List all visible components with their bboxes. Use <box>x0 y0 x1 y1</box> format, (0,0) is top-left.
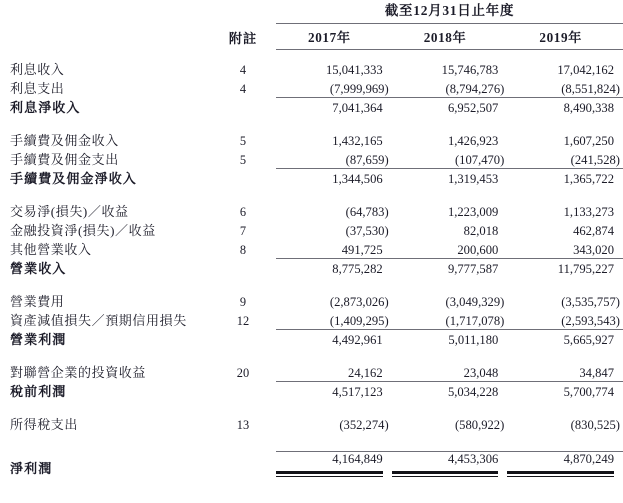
table-row <box>0 220 623 239</box>
row-value-other-operating-income-2017 <box>276 239 392 258</box>
value-text: (87,659) <box>345 152 389 167</box>
row-value-interest-expense-2018 <box>392 78 508 97</box>
value-text: 5,700,774 <box>563 385 614 399</box>
row-value-impairment-credit-losses-2019 <box>507 310 623 329</box>
value-text: 343,020 <box>573 242 614 257</box>
year-column-header-2017: 2017年 <box>276 24 392 50</box>
row-label-operating-expenses: 營業費用 <box>10 294 65 309</box>
value-text: 82,018 <box>463 224 499 238</box>
table-row <box>0 78 623 97</box>
row-value-operating-profit-2018 <box>392 329 508 348</box>
table-row <box>0 239 623 258</box>
value-text: (830,525) <box>570 418 620 432</box>
row-value-profit-before-tax-2019 <box>507 381 623 400</box>
row-label-profit-before-tax: 稅前利潤 <box>10 384 67 399</box>
value-text: (241,528) <box>570 152 620 167</box>
row-spacer <box>0 433 623 451</box>
row-note-other-operating-income: 8 <box>239 243 247 257</box>
value-text: 1,365,722 <box>563 172 614 186</box>
row-value-interest-income-2018 <box>392 59 508 78</box>
period-heading: 截至12月31日止年度 <box>384 3 515 18</box>
row-value-other-operating-income-2019 <box>507 239 623 258</box>
row-value-fee-commission-income-2017 <box>276 130 392 149</box>
row-value-interest-expense-2019 <box>507 78 623 97</box>
value-text: 5,665,927 <box>563 333 614 347</box>
table-row <box>0 59 623 78</box>
row-value-fee-commission-expense-2017 <box>276 149 392 168</box>
row-note-profit-before-tax <box>228 381 276 400</box>
value-text: 8,490,338 <box>563 101 614 115</box>
value-text: (7,999,969) <box>329 81 389 96</box>
value-text: (580,922) <box>454 418 505 432</box>
table-row <box>0 97 623 116</box>
row-label-income-tax-expense: 所得稅支出 <box>10 417 79 432</box>
table-row <box>0 130 623 149</box>
table-row <box>0 381 623 400</box>
value-text: 1,223,009 <box>447 205 499 219</box>
value-text: 4,164,849 <box>332 451 383 466</box>
row-value-operating-expenses-2018 <box>392 291 508 310</box>
row-note-net-investment-loss-gain: 7 <box>239 224 247 238</box>
value-text: 1,426,923 <box>447 134 499 148</box>
value-text: 4,492,961 <box>332 333 383 347</box>
header-spacer-note <box>228 0 276 24</box>
row-value-income-tax-expense-2019 <box>507 414 623 433</box>
row-label-share-of-associates: 對聯營企業的投資收益 <box>10 365 147 380</box>
value-text: 5,034,228 <box>447 385 499 399</box>
value-text: (3,049,329) <box>445 295 505 309</box>
row-value-profit-before-tax-2017 <box>276 381 392 400</box>
row-value-fee-commission-expense-2018 <box>392 149 508 168</box>
row-value-net-investment-loss-gain-2018 <box>392 220 508 239</box>
value-text: (107,470) <box>454 152 505 167</box>
value-text: (8,794,276) <box>445 81 505 96</box>
value-text: 34,847 <box>579 365 614 380</box>
row-note-impairment-credit-losses: 12 <box>236 314 250 328</box>
table-row <box>0 168 623 187</box>
value-text: 1,133,273 <box>563 205 614 219</box>
value-text: 4,453,306 <box>447 451 499 466</box>
table-row <box>0 329 623 348</box>
row-label-interest-income: 利息收入 <box>10 62 65 77</box>
value-text: 17,042,162 <box>557 63 614 77</box>
value-text: 6,952,507 <box>447 101 499 115</box>
value-text: 491,725 <box>341 242 383 257</box>
header-blank-label <box>0 24 228 50</box>
row-note-income-tax-expense: 13 <box>236 418 250 432</box>
value-text: 1,432,165 <box>332 134 383 148</box>
row-value-net-trading-loss-gain-2019 <box>507 201 623 220</box>
row-note-interest-expense: 4 <box>239 82 247 96</box>
row-value-income-tax-expense-2018 <box>392 414 508 433</box>
row-value-operating-income-2017 <box>276 258 392 277</box>
table-row <box>0 201 623 220</box>
table-row <box>0 414 623 433</box>
year-column-header-2018: 2018年 <box>392 24 508 50</box>
value-text: (2,593,543) <box>561 313 620 328</box>
row-value-fee-commission-income-2018 <box>392 130 508 149</box>
row-value-interest-expense-2017 <box>276 78 392 97</box>
row-spacer <box>0 348 623 362</box>
row-value-share-of-associates-2018 <box>392 362 508 381</box>
row-value-operating-income-2018 <box>392 258 508 277</box>
value-text: 15,041,333 <box>325 63 383 77</box>
row-spacer <box>0 277 623 291</box>
row-value-profit-before-tax-2018 <box>392 381 508 400</box>
row-value-net-trading-loss-gain-2017 <box>276 201 392 220</box>
value-text: 4,870,249 <box>563 451 614 466</box>
row-spacer <box>0 400 623 414</box>
value-text: 1,607,250 <box>563 134 614 148</box>
row-value-net-trading-loss-gain-2018 <box>392 201 508 220</box>
row-label-operating-profit: 營業利潤 <box>10 332 67 347</box>
row-label-operating-income: 營業收入 <box>10 261 67 276</box>
row-label-interest-expense: 利息支出 <box>10 81 65 96</box>
grand-total-double-rule-2018 <box>392 471 499 477</box>
row-label-net-interest-income: 利息淨收入 <box>10 100 81 115</box>
row-value-operating-expenses-2017 <box>276 291 392 310</box>
row-value-fee-commission-expense-2019 <box>507 149 623 168</box>
row-note-operating-income <box>228 258 276 277</box>
row-value-other-operating-income-2018 <box>392 239 508 258</box>
table-row <box>0 149 623 168</box>
row-note-net-fee-commission-income <box>228 168 276 187</box>
row-value-net-investment-loss-gain-2019 <box>507 220 623 239</box>
value-text: 1,319,453 <box>447 172 499 186</box>
row-label-fee-commission-expense: 手續費及佣金支出 <box>10 152 119 167</box>
value-text: (37,530) <box>345 224 389 238</box>
value-text: 200,600 <box>457 242 499 257</box>
row-spacer <box>0 187 623 201</box>
row-value-share-of-associates-2019 <box>507 362 623 381</box>
row-note-operating-expenses: 9 <box>239 295 247 309</box>
value-text: 11,795,227 <box>557 262 614 276</box>
value-text: 24,162 <box>348 365 383 380</box>
row-label-other-operating-income: 其他營業收入 <box>10 242 92 257</box>
row-value-net-profit-2019 <box>507 451 623 477</box>
value-text: (352,274) <box>339 418 389 432</box>
value-text: 462,874 <box>573 224 614 238</box>
year-column-header-2019: 2019年 <box>507 24 623 50</box>
row-value-operating-expenses-2019 <box>507 291 623 310</box>
grand-total-double-rule-2019 <box>507 471 614 477</box>
row-value-interest-income-2017 <box>276 59 392 78</box>
value-text: 23,048 <box>463 365 499 380</box>
table-row <box>0 291 623 310</box>
row-value-operating-profit-2019 <box>507 329 623 348</box>
value-text: (64,783) <box>345 205 389 219</box>
row-value-income-tax-expense-2017 <box>276 414 392 433</box>
spacer-after-header <box>0 50 623 59</box>
row-label-net-profit: 淨利潤 <box>10 460 53 476</box>
row-value-fee-commission-income-2019 <box>507 130 623 149</box>
row-value-net-interest-income-2017 <box>276 97 392 116</box>
row-label-net-investment-loss-gain: 金融投資淨(損失)／收益 <box>10 223 156 238</box>
value-text: (2,873,026) <box>329 295 389 309</box>
row-note-share-of-associates: 20 <box>236 366 250 380</box>
row-note-operating-profit <box>228 329 276 348</box>
value-text: (1,717,078) <box>445 313 505 328</box>
row-value-net-interest-income-2019 <box>507 97 623 116</box>
row-value-net-profit-2018 <box>392 451 508 477</box>
row-label-fee-commission-income: 手續費及佣金收入 <box>10 133 119 148</box>
table-row <box>0 310 623 329</box>
row-value-net-fee-commission-income-2017 <box>276 168 392 187</box>
row-spacer <box>0 116 623 130</box>
table-row <box>0 451 623 477</box>
header-years-row <box>0 24 623 50</box>
row-note-net-interest-income <box>228 97 276 116</box>
value-text: 7,041,364 <box>332 101 383 115</box>
row-value-net-fee-commission-income-2018 <box>392 168 508 187</box>
row-label-impairment-credit-losses: 資產減值損失／預期信用損失 <box>10 313 187 328</box>
header-spacer-label <box>0 0 228 24</box>
row-value-impairment-credit-losses-2017 <box>276 310 392 329</box>
row-value-operating-profit-2017 <box>276 329 392 348</box>
row-note-net-profit <box>228 451 276 477</box>
value-text: (3,535,757) <box>561 295 620 309</box>
row-value-net-fee-commission-income-2019 <box>507 168 623 187</box>
value-text: (8,551,824) <box>561 81 620 96</box>
row-note-fee-commission-expense: 5 <box>239 153 247 167</box>
row-value-net-profit-2017 <box>276 451 392 477</box>
table-row <box>0 258 623 277</box>
row-note-fee-commission-income: 5 <box>239 134 247 148</box>
row-value-net-investment-loss-gain-2017 <box>276 220 392 239</box>
value-text: 4,517,123 <box>332 385 383 399</box>
value-text: 15,746,783 <box>441 63 499 77</box>
value-text: 8,775,282 <box>332 262 383 276</box>
row-label-net-fee-commission-income: 手續費及佣金淨收入 <box>10 171 137 186</box>
row-value-share-of-associates-2017 <box>276 362 392 381</box>
value-text: 1,344,506 <box>332 172 383 186</box>
row-value-impairment-credit-losses-2018 <box>392 310 508 329</box>
row-label-net-trading-loss-gain: 交易淨(損失)／收益 <box>10 204 129 219</box>
row-value-net-interest-income-2018 <box>392 97 508 116</box>
value-text: 9,777,587 <box>447 262 499 276</box>
row-note-interest-income: 4 <box>239 63 247 77</box>
grand-total-double-rule-2017 <box>276 471 383 477</box>
table-row <box>0 362 623 381</box>
row-note-net-trading-loss-gain: 6 <box>239 205 247 219</box>
row-value-operating-income-2019 <box>507 258 623 277</box>
value-text: 5,011,180 <box>448 333 499 347</box>
value-text: (1,409,295) <box>329 313 389 328</box>
header-period-row <box>0 0 623 24</box>
note-column-header: 附註 <box>228 30 258 46</box>
row-value-interest-income-2019 <box>507 59 623 78</box>
